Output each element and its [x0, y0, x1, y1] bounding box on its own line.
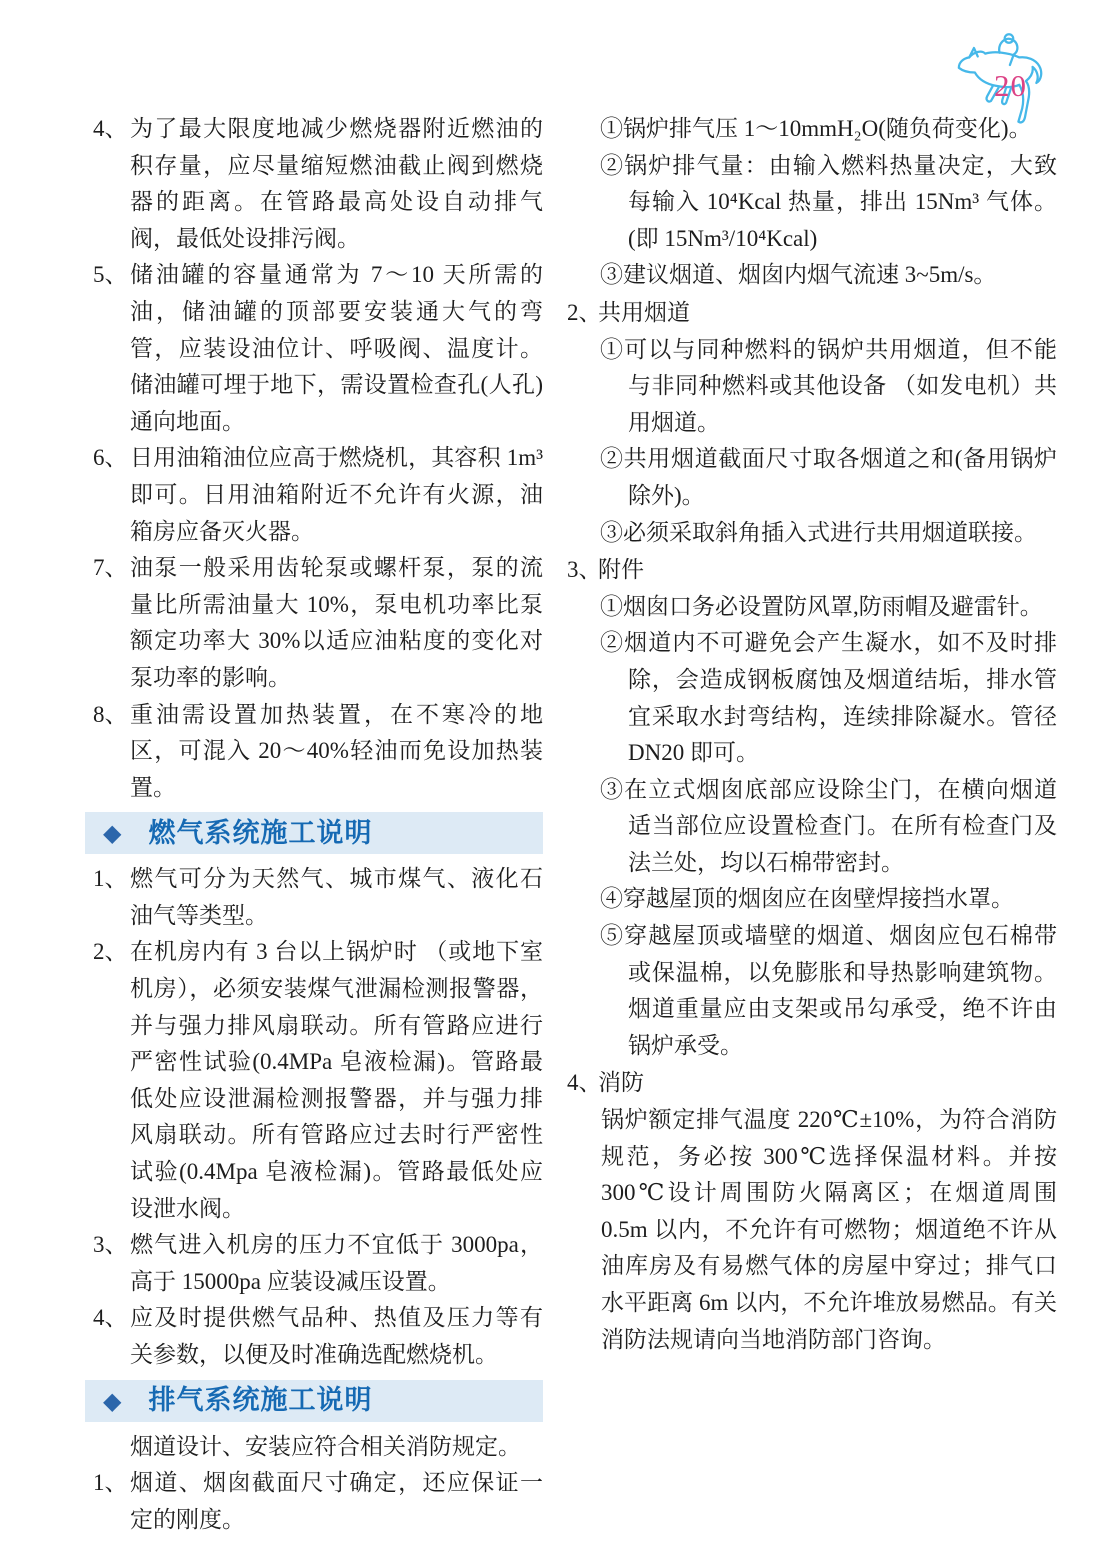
item-number: 8、 [93, 701, 128, 727]
sub-item [567, 332, 1057, 442]
list-item [85, 550, 543, 696]
item-text: ⑤穿越屋顶或墙壁的烟道、烟囱应包石棉带或保温棉，以免膨胀和导热影响建筑物。烟道重量应由支架或吊勾承受，绝不许由锅炉承受。 [600, 923, 1057, 1058]
item-number: 3、 [567, 557, 602, 583]
item-number: 1、 [93, 1470, 128, 1496]
item-text: 烟道、烟囱截面尺寸确定，还应保证一定的刚度。 [130, 1470, 543, 1532]
item-text: 消防 [598, 1070, 644, 1096]
sub-item [567, 772, 1057, 882]
item-text: 在机房内有 3 台以上锅炉时 （或地下室机房），必须安装煤气泄漏检测报警器，并与强力排风扇联动。所有管路应进行严密性试验(0.4MPa 皂液检漏)。管路最低处应设泄漏检测报警器，并与强力排风扇联动。所有管路应过去时行严密性试验(0.4Mpa 皂液检漏)。管路最低处应设泄水阀。 [130, 939, 543, 1221]
list-item [85, 1300, 543, 1373]
list-item [85, 697, 543, 807]
sub-item [567, 589, 1057, 626]
section-header-gas [85, 812, 543, 854]
item-text: 储油罐的容量通常为 7～10 天所需的油，储油罐的顶部要安装通大气的弯管，应装设油位计、呼吸阀、温度计。储油罐可埋于地下，需设置检查孔(人孔)通向地面。 [130, 262, 543, 434]
section-title: 燃气系统施工说明 [148, 817, 373, 848]
list-item [85, 440, 543, 550]
item-text: ③必须采取斜角插入式进行共用烟道联接。 [600, 519, 1037, 545]
page-number: 20 [994, 68, 1027, 103]
section-title: 排气系统施工说明 [148, 1385, 373, 1416]
item-number: 2、 [93, 939, 128, 965]
list-item [85, 257, 543, 440]
item-text: 应及时提供燃气品种、热值及压力等有关参数，以便及时准确选配燃烧机。 [130, 1305, 543, 1367]
section-header-exhaust [85, 1380, 543, 1422]
list-item [85, 1227, 543, 1300]
column-left [85, 111, 543, 1538]
item-text: ①锅炉排气压 1～10mmH₂O(随负荷变化)。 [600, 116, 1032, 141]
sub-item [567, 881, 1057, 918]
sub-item [567, 257, 1057, 294]
item-text: 共用烟道 [598, 299, 690, 325]
item-text: ③在立式烟囱底部应设除尘门，在横向烟道适当部位应设置检查门。在所有检查门及法兰处，均以石棉带密封。 [600, 776, 1057, 875]
item-text: 燃气可分为天然气、城市煤气、液化石油气等类型。 [130, 866, 543, 928]
sub-item [567, 625, 1057, 771]
item-text: ①可以与同种燃料的锅炉共用烟道，但不能与非同种燃料或其他设备 （如发电机）共用烟道。 [600, 336, 1057, 435]
item-number: 4、 [93, 116, 128, 141]
item-number: 4、 [567, 1070, 602, 1096]
list-item [567, 295, 1057, 332]
item-text: ③建议烟道、烟囱内烟气流速 3~5m/s。 [600, 262, 997, 288]
list-item [85, 111, 543, 257]
item-text: 日用油箱油位应高于燃烧机，其容积 1m³ 即可。日用油箱附近不允许有火源，油箱房应备灭火器。 [130, 445, 543, 544]
list-item [567, 552, 1057, 589]
sub-item [567, 918, 1057, 1064]
item-text: ②锅炉排气量：由输入燃料热量决定，大致每输入 10⁴Kcal 热量，排出 15Nm³ 气体。(即 15Nm³/10⁴Kcal) [600, 152, 1057, 251]
sub-item [567, 515, 1057, 552]
item-text: 燃气进入机房的压力不宜低于 3000pa，高于 15000pa 应装设减压设置。 [130, 1232, 543, 1294]
paragraph [567, 1102, 1057, 1358]
item-text: 烟道设计、安装应符合相关消防规定。 [130, 1433, 521, 1459]
item-text: 重油需设置加热装置，在不寒冷的地区，可混入 20～40%轻油而免设加热装置。 [130, 701, 543, 800]
item-text: ②共用烟道截面尺寸取各烟道之和(备用锅炉除外)。 [600, 446, 1057, 508]
list-item [85, 861, 543, 934]
diamond-icon: ◆ [103, 819, 122, 848]
sub-item [567, 111, 1057, 148]
list-item [85, 934, 543, 1227]
item-number: 3、 [93, 1232, 128, 1258]
intro-line [85, 1429, 543, 1466]
item-text: 油泵一般采用齿轮泵或螺杆泵，泵的流量比所需油量大 10%，泵电机功率比泵额定功率大 30%以适应油粘度的变化对泵功率的影响。 [130, 555, 543, 690]
sub-item [567, 148, 1057, 258]
list-item [85, 1465, 543, 1538]
item-number: 4、 [93, 1305, 128, 1331]
sub-item [567, 441, 1057, 514]
item-text: ①烟囱口务必设置防风罩,防雨帽及避雷针。 [600, 593, 1043, 619]
diamond-icon: ◆ [103, 1386, 122, 1415]
item-number: 2、 [567, 299, 602, 325]
item-number: 7、 [93, 555, 128, 581]
item-text: 为了最大限度地减少燃烧器附近燃油的积存量，应尽量缩短燃油截止阀到燃烧器的距离。在管路最高处设自动排气阀，最低处设排污阀。 [130, 116, 543, 251]
item-number: 6、 [93, 445, 128, 471]
item-text: 锅炉额定排气温度 220℃±10%，为符合消防规范，务必按 300℃选择保温材料。并按 300℃设计周围防火隔离区；在烟道周围 0.5m 以内，不允许有可燃物；烟道绝不许从油库房及有易燃气体的房屋中穿过；排气口水平距离 6m 以内，不允许堆放易燃品。有关消防法规请向当地消防部门咨询。 [601, 1107, 1057, 1352]
column-right [567, 111, 1057, 1358]
item-text: ④穿越屋顶的烟囱应在囱壁焊接挡水罩。 [600, 886, 1014, 912]
list-item [567, 1065, 1057, 1102]
item-number: 1、 [93, 866, 128, 892]
item-number: 5、 [93, 262, 128, 288]
item-text: ②烟道内不可避免会产生凝水，如不及时排除，会造成钢板腐蚀及烟道结垢，排水管宜采取水封弯结构，连续排除凝水。管径 DN20 即可。 [600, 630, 1057, 766]
item-text: 附件 [598, 557, 644, 583]
